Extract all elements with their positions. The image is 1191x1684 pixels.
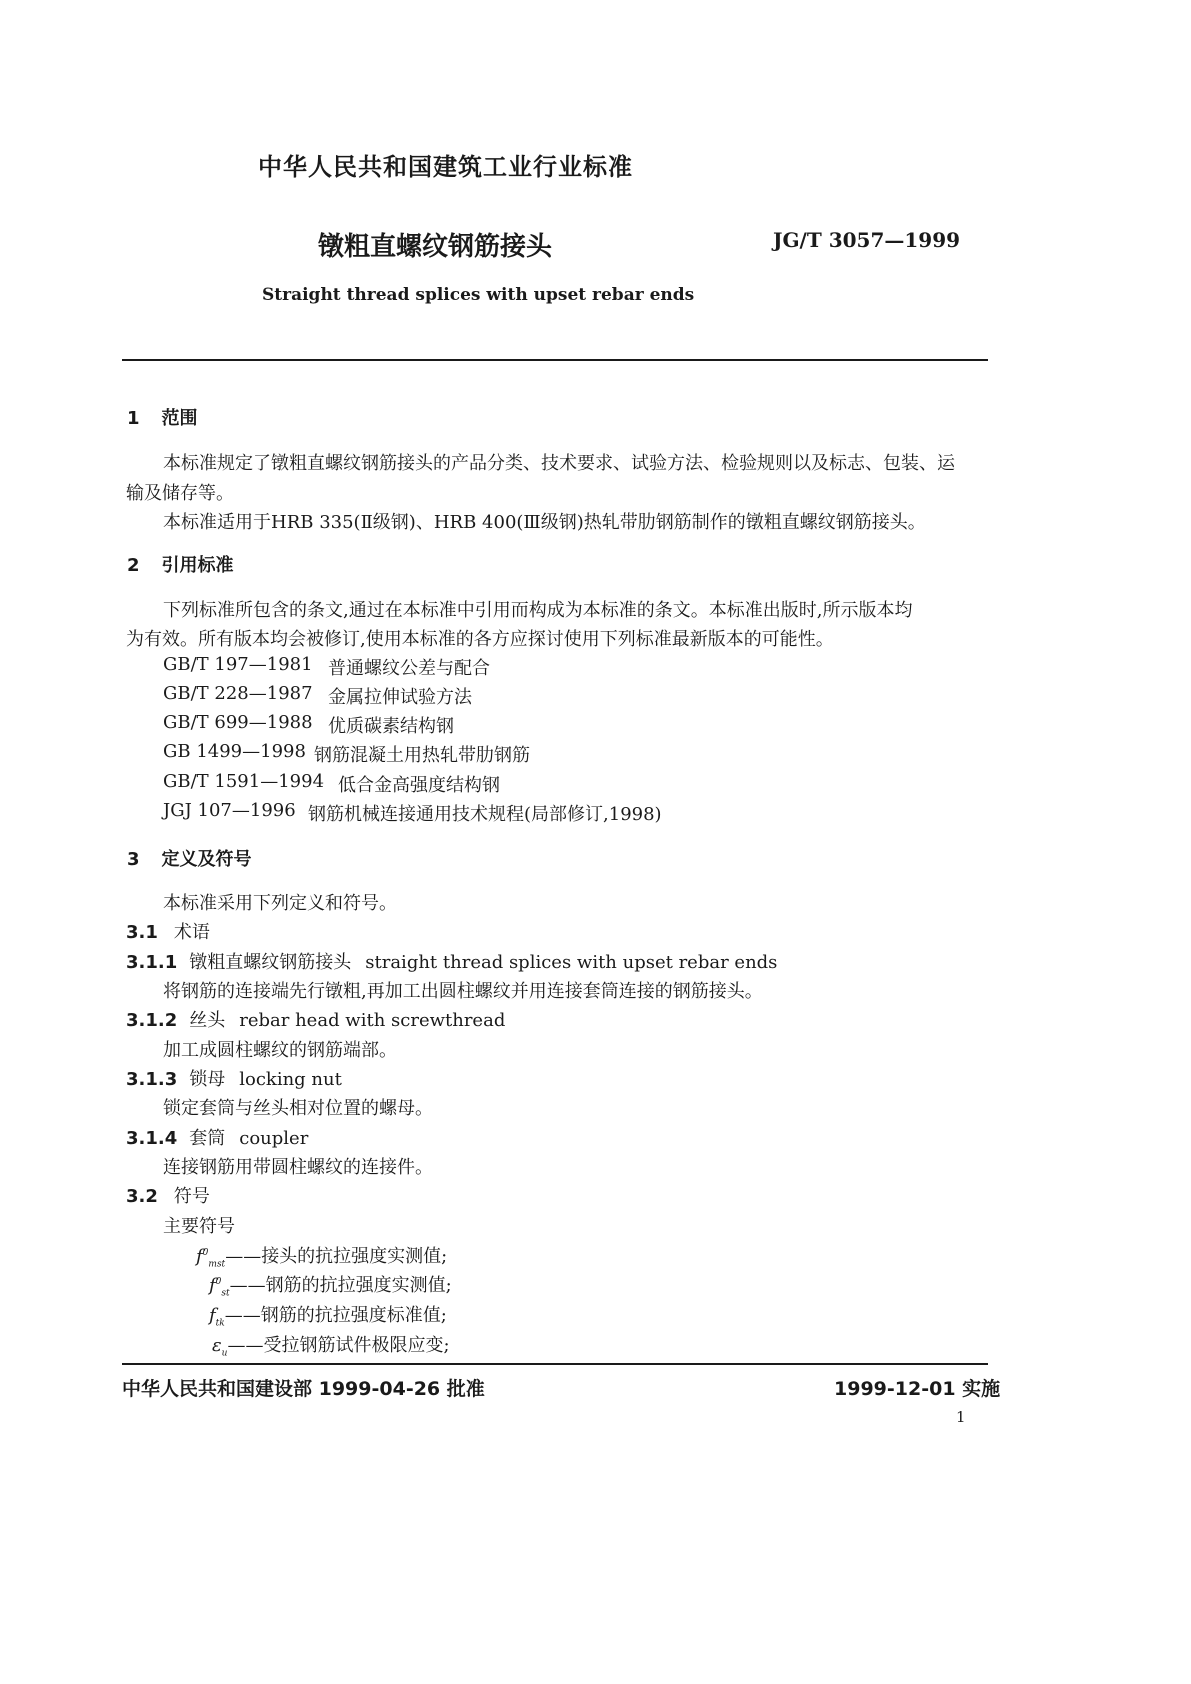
page-number: 1 <box>956 1408 966 1426</box>
term-3-1-4-definition: 连接钢筋用带圆柱螺纹的连接件。 <box>163 1157 433 1178</box>
symbol: $f_{tk}$ <box>209 1305 225 1329</box>
section-1-para-2: 本标准适用于HRB 335(Ⅱ级钢)、HRB 400(Ⅲ级钢)热轧带肋钢筋制作的镦粗直螺纹钢筋接头。 <box>163 512 926 533</box>
symbol-row <box>196 1242 447 1268</box>
standard-code: JG/T 3057—1999 <box>773 228 961 252</box>
effective-date: 1999-12-01 实施 <box>834 1378 1001 1400</box>
reference-name: 钢筋混凝土用热轧带肋钢筋 <box>314 745 530 766</box>
header-rule <box>122 359 988 361</box>
symbol: $f^0_{mst}$ <box>196 1246 226 1270</box>
approval-line: 中华人民共和国建设部 1999-04-26 批准 <box>122 1378 485 1400</box>
reference-code: JGJ 107—1996 <box>163 800 296 821</box>
section-3-2-heading: 3.2 符号 <box>126 1186 210 1207</box>
section-1-para-1b: 输及储存等。 <box>126 483 234 504</box>
symbol-description: ——接头的抗拉强度实测值; <box>225 1246 448 1267</box>
term-3-1-2: 3.1.2 丝头 rebar head with screwthread <box>126 1010 506 1031</box>
reference-code: GB/T 228—1987 <box>163 683 313 704</box>
reference-name: 优质碳素结构钢 <box>328 716 454 737</box>
reference-name: 金属拉伸试验方法 <box>328 687 472 708</box>
symbol: $f^0_{st}$ <box>209 1275 230 1299</box>
term-3-1-1: 3.1.1 镦粗直螺纹钢筋接头 straight thread splices with upset rebar ends <box>126 952 778 973</box>
section-3-intro: 本标准采用下列定义和符号。 <box>163 893 397 914</box>
footer-rule <box>122 1363 988 1365</box>
term-3-1-1-definition: 将钢筋的连接端先行镦粗,再加工出圆柱螺纹并用连接套筒连接的钢筋接头。 <box>163 981 763 1002</box>
symbol-row <box>209 1271 452 1297</box>
section-2-para-1b: 为有效。所有版本均会被修订,使用本标准的各方应探讨使用下列标准最新版本的可能性。 <box>126 629 834 650</box>
symbol-row <box>212 1331 450 1357</box>
reference-code: GB 1499—1998 <box>163 741 306 762</box>
section-1-para-1a: 本标准规定了镦粗直螺纹钢筋接头的产品分类、技术要求、试验方法、检验规则以及标志、包装、运 <box>163 453 955 474</box>
symbol-row <box>209 1301 447 1327</box>
reference-code: GB/T 1591—1994 <box>163 771 325 792</box>
document-title: 镦粗直螺纹钢筋接头 <box>318 232 553 262</box>
section-2-heading: 2 引用标准 <box>127 555 234 576</box>
english-title: Straight thread splices with upset rebar ends <box>262 285 695 305</box>
issuer-title: 中华人民共和国建筑工业行业标准 <box>258 153 633 181</box>
section-1-heading: 1 范围 <box>127 408 198 429</box>
term-3-1-3: 3.1.3 锁母 locking nut <box>126 1069 342 1090</box>
reference-name: 普通螺纹公差与配合 <box>328 658 490 679</box>
symbol: $\varepsilon_u$ <box>212 1335 228 1359</box>
section-3-heading: 3 定义及符号 <box>127 849 252 870</box>
section-3-1-heading: 3.1 术语 <box>126 922 210 943</box>
reference-name: 低合金高强度结构钢 <box>338 775 500 796</box>
symbol-description: ——钢筋的抗拉强度标准值; <box>224 1305 447 1326</box>
term-3-1-4: 3.1.4 套筒 coupler <box>126 1128 309 1149</box>
reference-name: 钢筋机械连接通用技术规程(局部修订,1998) <box>308 804 662 825</box>
symbol-description: ——受拉钢筋试件极限应变; <box>227 1335 450 1356</box>
section-2-para-1a: 下列标准所包含的条文,通过在本标准中引用而构成为本标准的条文。本标准出版时,所示版本均 <box>163 600 913 621</box>
reference-code: GB/T 699—1988 <box>163 712 313 733</box>
term-3-1-3-definition: 锁定套筒与丝头相对位置的螺母。 <box>163 1098 433 1119</box>
reference-code: GB/T 197—1981 <box>163 654 313 675</box>
symbol-description: ——钢筋的抗拉强度实测值; <box>229 1275 452 1296</box>
main-symbols-label: 主要符号 <box>163 1216 235 1237</box>
term-3-1-2-definition: 加工成圆柱螺纹的钢筋端部。 <box>163 1040 397 1061</box>
